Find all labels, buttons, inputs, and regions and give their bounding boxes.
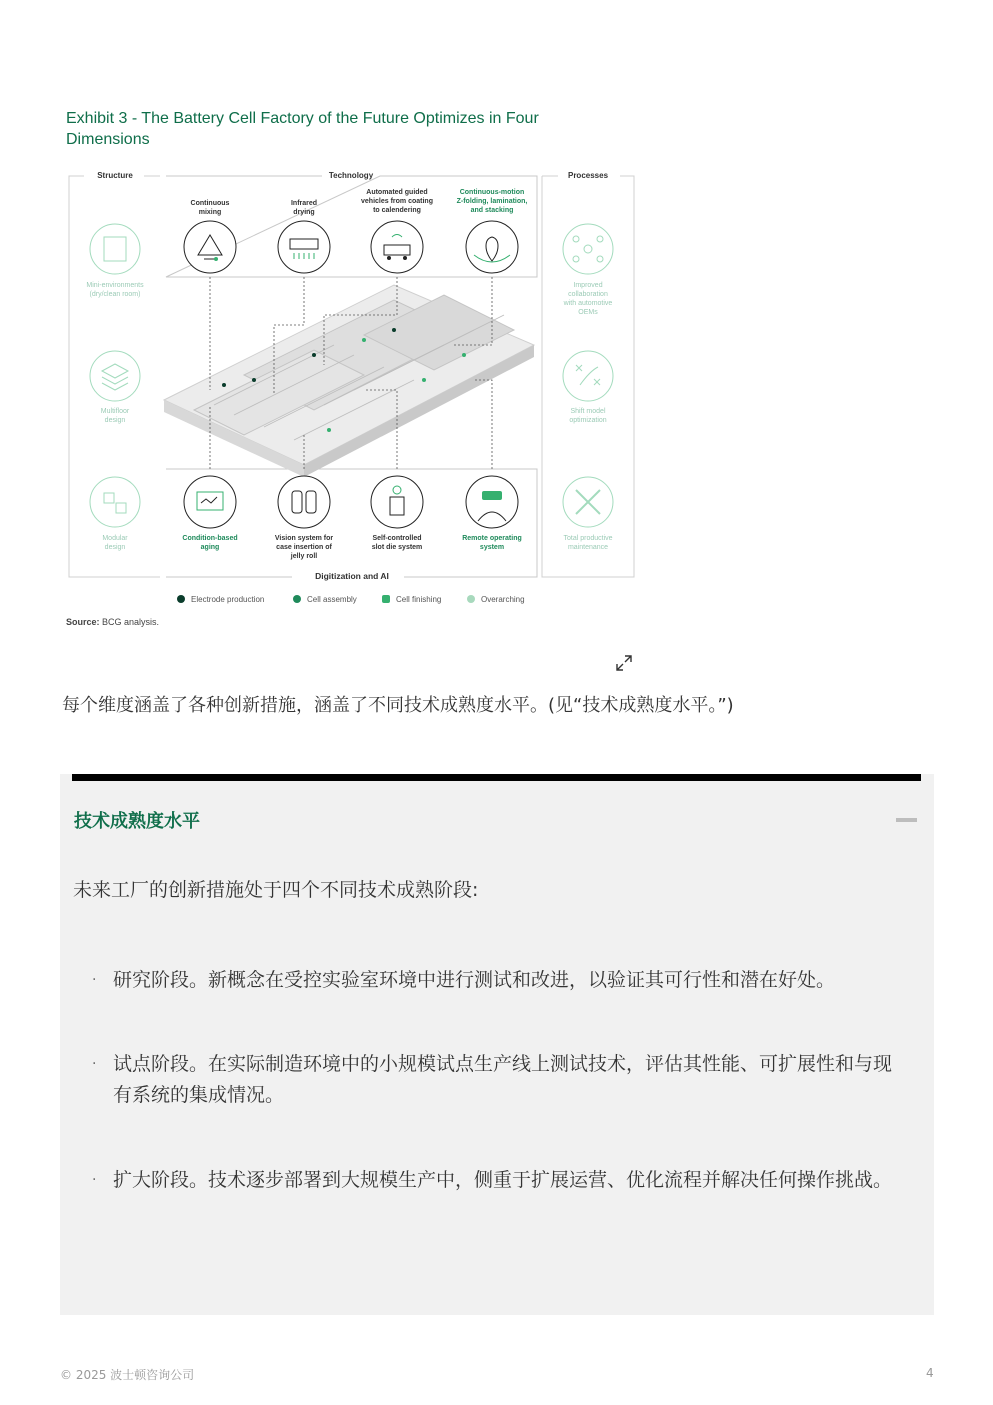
network-icon	[563, 224, 613, 274]
strategy-icon	[563, 351, 613, 401]
legend	[177, 595, 525, 604]
svg-text:Infrareddrying: Infrared drying	[290, 200, 318, 216]
list-item	[92, 1165, 892, 1196]
structure-column	[86, 224, 144, 551]
digital-item-remote	[462, 476, 522, 551]
tech-item-stacking	[457, 189, 528, 273]
page-number: 4	[926, 1366, 934, 1380]
svg-text:Self-controlledslot die system: Self-controlled slot die system	[371, 535, 423, 551]
process-item-collaboration	[563, 224, 613, 316]
exhibit-title: Exhibit 3 - The Battery Cell Factory of the Future Optimizes in Four Dimensions	[66, 110, 539, 148]
die-icon	[371, 476, 423, 528]
legend-assembly	[293, 595, 357, 604]
process-item-shift	[563, 351, 613, 424]
structure-item-mini-env	[86, 224, 144, 298]
svg-text:Remote operatingsystem: Remote operating system	[462, 535, 522, 551]
col-structure: Structure	[97, 171, 133, 180]
structure-item-multifloor	[90, 351, 140, 424]
processes-column	[563, 224, 613, 551]
stage-research: 研究阶段。新概念在受控实验室环境中进行测试和改进，以验证其可行性和潜在好处。	[113, 969, 836, 991]
svg-text:Modulardesign: Modular design	[102, 535, 128, 551]
svg-text:Mini-environments(dry/clean ro: Mini-environments (dry/clean room)	[86, 282, 144, 298]
mixer-icon	[184, 221, 236, 273]
stage-scale-up: 扩大阶段。技术逐步部署到大规模生产中，侧重于扩展运营、优化流程并解决任何操作挑战。	[113, 1169, 893, 1191]
legend-electrode	[177, 595, 264, 604]
tech-item-drying	[278, 200, 330, 273]
collapse-button[interactable]	[896, 818, 917, 822]
panel-lead: 未来工厂的创新措施处于四个不同技术成熟阶段:	[73, 879, 479, 901]
svg-text:Total productivemaintenance: Total productive maintenance	[563, 535, 613, 551]
svg-text:Automated guidedvehicles from: Automated guided vehicles from coating to calendering	[361, 189, 433, 214]
panel-top-bar	[72, 774, 921, 781]
digital-item-slot-die	[371, 476, 423, 551]
col-digitization: Digitization and AI	[315, 571, 389, 581]
modular-icon	[90, 477, 140, 527]
footer-copyright: © 2025 波士顿咨询公司	[60, 1368, 195, 1382]
svg-text:Multifloordesign: Multifloor design	[100, 408, 130, 424]
bullet: ·	[92, 972, 97, 988]
tech-item-mixing	[184, 200, 236, 273]
technology-row	[184, 189, 527, 273]
svg-text:Improvedcollaborationwith auto: Improved collaboration with automotive OEMs	[563, 282, 613, 316]
svg-text:Shift modeloptimization: Shift model optimization	[569, 408, 607, 424]
expand-icon[interactable]	[615, 654, 633, 672]
list-item	[92, 965, 892, 996]
agv-icon	[371, 221, 423, 273]
col-technology: Technology	[328, 171, 374, 180]
legend-overarching	[467, 595, 525, 604]
svg-text:Electrode production: Electrode production	[191, 595, 265, 604]
maturity-panel	[60, 774, 934, 1315]
layers-icon	[90, 351, 140, 401]
panel-title: 技术成熟度水平	[74, 811, 200, 832]
legend-finishing	[382, 595, 441, 604]
svg-text:Cell finishing: Cell finishing	[396, 595, 442, 604]
bullet: ·	[92, 1172, 97, 1188]
structure-item-modular	[90, 477, 140, 551]
digital-item-aging	[182, 476, 237, 551]
list-item	[92, 1049, 892, 1111]
bullet: ·	[92, 1056, 97, 1072]
room-icon	[90, 224, 140, 274]
svg-text:Continuousmixing: Continuous mixing	[190, 200, 230, 216]
svg-text:Overarching: Overarching	[481, 595, 525, 604]
factory-figure	[64, 165, 644, 610]
roll-icon	[278, 476, 330, 528]
svg-text:Cell assembly: Cell assembly	[307, 595, 357, 604]
svg-text:Condition-basedaging: Condition-based aging	[182, 535, 238, 551]
factory-illustration	[164, 285, 534, 477]
vr-headset-icon	[466, 476, 518, 528]
location-icon	[466, 221, 518, 273]
process-item-maintenance	[563, 477, 613, 551]
svg-text:Continuous-motionZ-folding, la: Continuous-motion Z-folding, lamination, and stacking	[456, 189, 528, 214]
tech-item-agv	[361, 189, 433, 273]
heater-icon	[278, 221, 330, 273]
source-note: Source: BCG analysis.	[66, 617, 160, 627]
digital-item-vision	[275, 476, 334, 560]
svg-text:Vision system forcase insertio: Vision system for case insertion of jelly roll	[274, 535, 334, 560]
stage-pilot: 试点阶段。在实际制造环境中的小规模试点生产线上测试技术，评估其性能、可扩展性和与现有系统的集成情况。	[113, 1053, 893, 1106]
intro-paragraph: 每个维度涵盖了各种创新措施，涵盖了不同技术成熟度水平。(见“技术成熟度水平。”)	[62, 695, 734, 716]
digital-row	[182, 476, 521, 560]
col-processes: Processes	[567, 171, 609, 180]
